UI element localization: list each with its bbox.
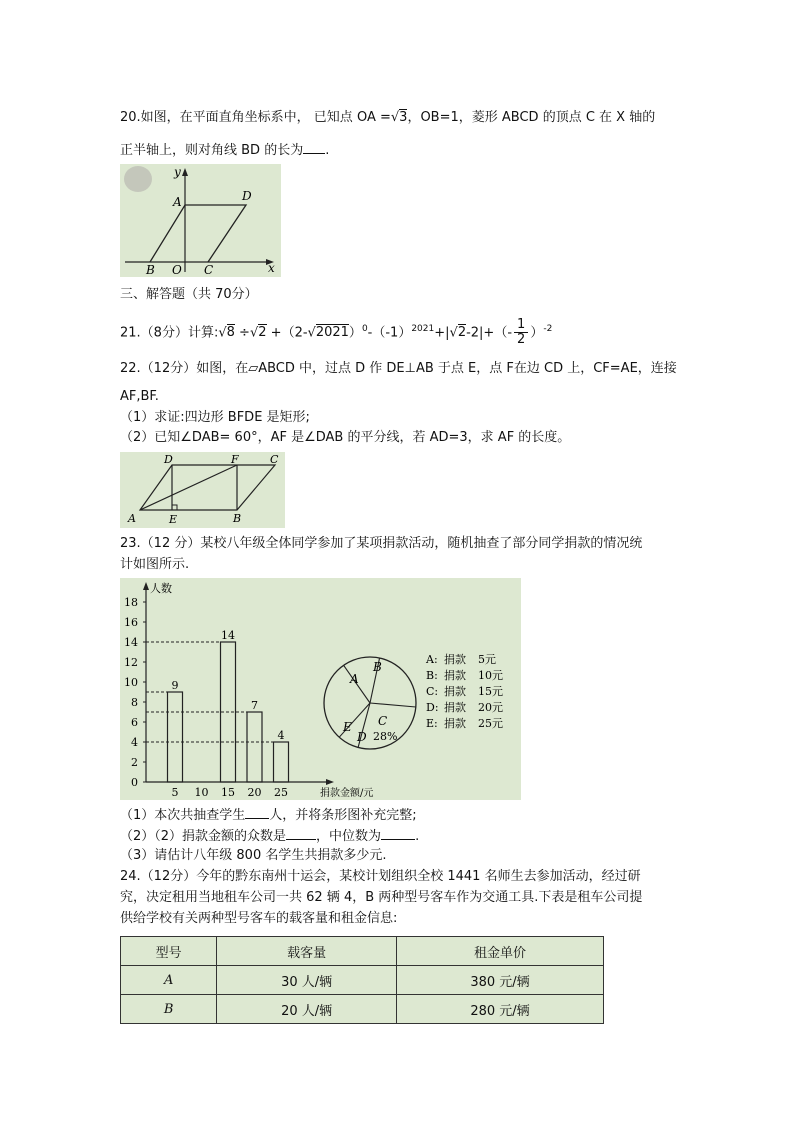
legend-text: 捐款 bbox=[444, 653, 466, 666]
table-cell: 20 人/辆 bbox=[217, 995, 397, 1024]
table-header-row bbox=[121, 937, 604, 966]
legend-text: 捐款 bbox=[444, 669, 466, 682]
point-C-label: C bbox=[204, 263, 214, 277]
x-tick-label: 5 bbox=[171, 786, 179, 799]
pie-slice-divider bbox=[370, 703, 416, 707]
bar bbox=[274, 742, 289, 782]
table-row bbox=[121, 966, 604, 995]
point-D-label: D bbox=[242, 189, 252, 203]
pie-slice-label: D bbox=[357, 730, 367, 744]
q24-line2: 究，决定租用当地租车公司一共 62 辆 4，B 两种型号客车作为交通工具.下表是租车公司提 bbox=[120, 890, 643, 905]
q22-line2: AF,BF. bbox=[120, 389, 159, 404]
bar bbox=[247, 712, 262, 782]
x-tick-label: 15 bbox=[221, 786, 235, 799]
table-cell: 380 元/辆 bbox=[396, 966, 603, 995]
origin-label: O bbox=[172, 263, 182, 277]
sqrt-symbol: √ bbox=[218, 325, 227, 341]
legend-amount: 5元 bbox=[478, 653, 496, 666]
legend-amount: 15元 bbox=[478, 685, 503, 698]
point-A-label: A bbox=[173, 195, 182, 209]
bus-info-table bbox=[120, 936, 604, 1024]
q23-part2: （2）（2）捐款金额的众数是 ，中位数为 . bbox=[120, 829, 420, 844]
answer-blank bbox=[303, 141, 325, 154]
q23-part1: （1）本次共抽查学生 人，并将条形图补充完整; bbox=[120, 808, 417, 823]
q20-radicand: 3 bbox=[399, 110, 408, 125]
y-tick-label: 14 bbox=[124, 636, 138, 649]
y-tick-label: 18 bbox=[124, 596, 138, 609]
y-tick-label: 16 bbox=[124, 616, 138, 629]
legend-amount: 25元 bbox=[478, 717, 503, 730]
point-C-label: C bbox=[270, 453, 279, 466]
q24-line3: 供给学校有关两种型号客车的载客量和租金信息: bbox=[120, 911, 398, 926]
point-B-label: B bbox=[233, 512, 242, 525]
answer-blank bbox=[245, 806, 269, 819]
sqrt-symbol: √ bbox=[390, 110, 400, 125]
pie-slice-label: C bbox=[378, 714, 388, 728]
q23-line2: 计如图所示. bbox=[120, 557, 190, 572]
x-axis-arrow bbox=[326, 779, 334, 785]
y-tick-label: 6 bbox=[131, 716, 138, 729]
legend-text: 捐款 bbox=[444, 685, 466, 698]
q23-chart bbox=[120, 578, 521, 800]
y-tick-label: 2 bbox=[131, 756, 138, 769]
table-cell: 280 元/辆 bbox=[396, 995, 603, 1024]
answer-blank bbox=[286, 827, 316, 840]
point-A-label: A bbox=[128, 512, 136, 525]
legend-key: E: bbox=[426, 717, 438, 730]
point-D-label: D bbox=[164, 453, 173, 466]
table-header: 型号 bbox=[121, 937, 217, 966]
sqrt-symbol: √ bbox=[449, 325, 458, 341]
legend-amount: 20元 bbox=[478, 701, 503, 714]
bar bbox=[168, 692, 183, 782]
legend-key: D: bbox=[426, 701, 439, 714]
y-axis-arrow bbox=[143, 582, 149, 590]
section-heading: 三、解答题（共 70分） bbox=[120, 287, 258, 302]
y-axis-title: 人数 bbox=[150, 582, 172, 595]
x-tick-label: 25 bbox=[274, 786, 288, 799]
fraction-one-half: $\frac{1}{2}$ bbox=[514, 318, 528, 347]
x-tick-label: 20 bbox=[247, 786, 262, 799]
table-row bbox=[121, 995, 604, 1024]
sqrt-symbol: √ bbox=[249, 325, 259, 341]
table-cell: A bbox=[121, 966, 217, 995]
y-tick-label: 8 bbox=[131, 696, 138, 709]
y-tick-label: 0 bbox=[131, 776, 138, 789]
point-E-label: E bbox=[169, 513, 178, 526]
y-tick-label: 4 bbox=[131, 736, 138, 749]
legend-key: A: bbox=[426, 653, 438, 666]
q20-figure bbox=[120, 164, 281, 277]
q24-line1: 24.（12分）今年的黔东南州十运会，某校计划组织全校 1441 名师生去参加活动，经过研 bbox=[120, 869, 641, 884]
x-tick-label: 10 bbox=[194, 786, 209, 799]
q22-figure bbox=[120, 452, 285, 528]
legend-text: 捐款 bbox=[444, 717, 466, 730]
pie-slice-label: A bbox=[350, 672, 359, 686]
y-tick-label: 10 bbox=[124, 676, 138, 689]
q23-line1: 23.（12 分）某校八年级全体同学参加了某项捐款活动，随机抽查了部分同学捐款的情况统 bbox=[120, 536, 643, 551]
x-axis-title: 捐款金额/元 bbox=[320, 788, 374, 799]
table-cell: B bbox=[121, 995, 217, 1024]
q22-line1: 22.（12分）如图，在▱ABCD 中，过点 D 作 DE⊥AB 于点 E，点 F在边 CD 上，CF=AE，连接 bbox=[120, 361, 677, 376]
y-tick-label: 12 bbox=[124, 656, 138, 669]
q22-part2: （2）已知∠DAB= 60°，AF 是∠DAB 的平分线，若 AD=3，求 AF 的长度。 bbox=[120, 430, 571, 445]
table-header: 租金单价 bbox=[396, 937, 603, 966]
bar-value-label: 14 bbox=[221, 629, 235, 642]
table-cell: 30 人/辆 bbox=[217, 966, 397, 995]
bar-value-label: 4 bbox=[277, 729, 285, 742]
bar-value-label: 9 bbox=[171, 679, 179, 692]
x-axis-label: x bbox=[268, 261, 275, 275]
legend-key: C: bbox=[426, 685, 439, 698]
pie-percent-label: 28% bbox=[373, 730, 398, 743]
legend-text: 捐款 bbox=[444, 701, 466, 714]
sqrt-symbol: √ bbox=[307, 325, 316, 341]
answer-blank bbox=[381, 827, 415, 840]
q23-part3: （3）请估计八年级 800 名学生共捐款多少元. bbox=[120, 848, 387, 863]
pie-slice-label: B bbox=[373, 660, 382, 674]
q21-line: 21.（8分）计算:√8 $\div√2 +(2-√2021)^0-(-1)^{2021}+|√2-2|+(-$ $\frac{1}{2}$ ）$^{-2}$ bbox=[120, 317, 553, 348]
legend-key: B: bbox=[426, 669, 438, 682]
table-header: 载客量 bbox=[217, 937, 397, 966]
y-axis-label: y bbox=[174, 165, 181, 179]
q20-line2: 正半轴上，则对角线 BD 的长为 . bbox=[120, 143, 330, 158]
bar-and-pie-chart bbox=[120, 578, 521, 800]
q22-part1: （1）求证:四边形 BFDE 是矩形; bbox=[120, 410, 310, 425]
pie-slice-label: E bbox=[343, 720, 352, 734]
point-F-label: F bbox=[231, 453, 239, 466]
point-B-label: B bbox=[146, 263, 155, 277]
legend-amount: 10元 bbox=[478, 669, 503, 682]
q20-line1: 20.如图，在平面直角坐标系中， 已知点 OA =√3，OB=1，菱形 ABCD 的顶点 C 在 X 轴的 bbox=[120, 110, 656, 125]
bar-value-label: 7 bbox=[251, 699, 258, 712]
